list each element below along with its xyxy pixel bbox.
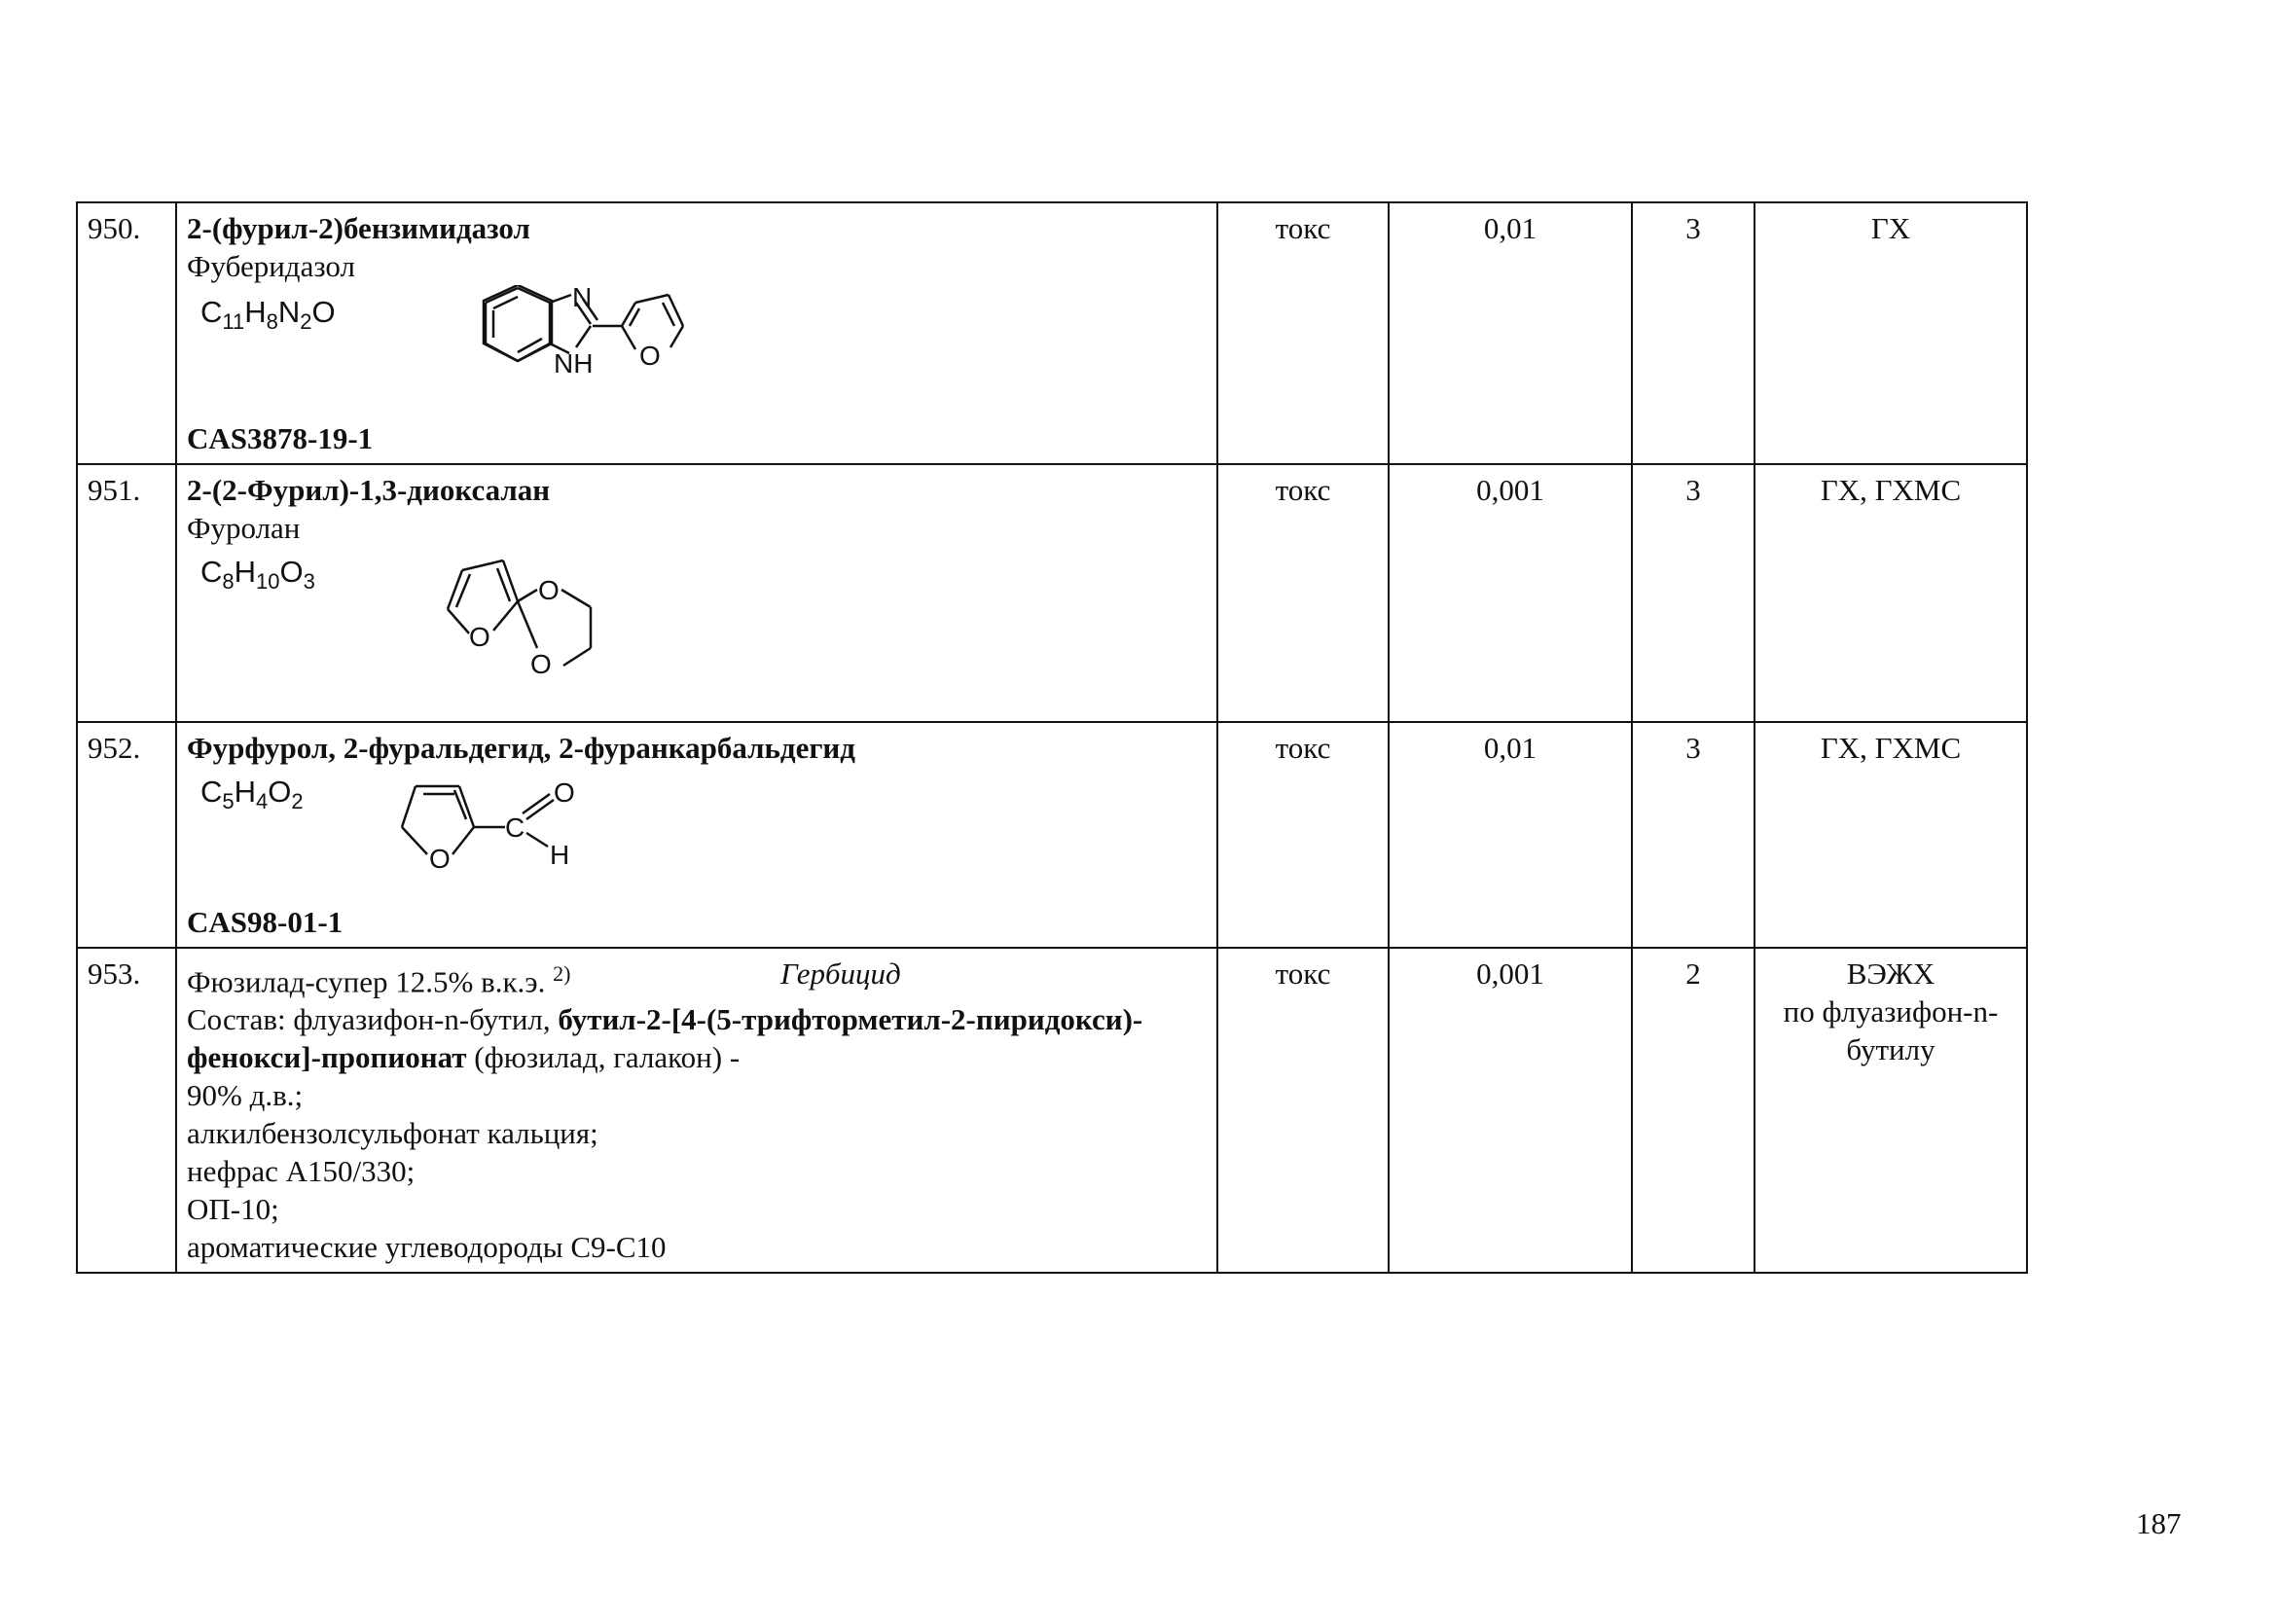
row-number: 952. xyxy=(77,722,176,948)
method-cell: ГХ, ГХМС xyxy=(1754,722,2027,948)
svg-text:C: C xyxy=(505,812,525,843)
molecular-formula: $C_5H_4O_2$ xyxy=(200,775,304,814)
substance-table xyxy=(76,201,2028,1274)
class-cell: токс xyxy=(1217,948,1389,1273)
table-row xyxy=(77,464,2027,722)
svg-text:H: H xyxy=(550,840,570,870)
svg-text:O: O xyxy=(469,622,490,652)
trade-name: Фуберидазол xyxy=(187,249,355,283)
footnote-mark: 2) xyxy=(553,961,571,986)
molecular-formula: $C_{11}H_8N_2O$ xyxy=(200,295,336,335)
hazard-cell: 3 xyxy=(1632,202,1754,464)
svg-text:O: O xyxy=(530,649,552,679)
substance-cell xyxy=(176,722,1217,948)
substance-cell xyxy=(176,948,1217,1273)
method-cell: ГХ, ГХМС xyxy=(1754,464,2027,722)
cas-number: CAS3878-19-1 xyxy=(187,421,374,455)
row-number: 950. xyxy=(77,202,176,464)
table-row xyxy=(77,202,2027,464)
svg-text:N: N xyxy=(572,285,593,312)
composition-line: ароматические углеводороды С9-С10 xyxy=(187,1230,667,1265)
page-number: 187 xyxy=(2136,1506,2182,1540)
product-name: Фюзилад-супер 12.5% в.к.э. xyxy=(187,964,554,999)
substance-name: Фурфурол, 2-фуральдегид, 2-фуранкарбальдегид xyxy=(187,731,855,765)
structure-furfural xyxy=(386,771,639,907)
svg-text:O: O xyxy=(429,844,451,874)
composition-line: ОП-10; xyxy=(187,1192,279,1227)
svg-text:O: O xyxy=(554,777,575,808)
molecular-formula: $C_8H_{10}O_3$ xyxy=(200,555,315,595)
substance-cell xyxy=(176,464,1217,722)
method-cell: ГХ xyxy=(1754,202,2027,464)
trade-name: Фуролан xyxy=(187,511,301,545)
svg-text:O: O xyxy=(538,575,560,605)
substance-name: 2-(2-Фурил)-1,3-диоксалан xyxy=(187,473,551,507)
class-cell: токс xyxy=(1217,464,1389,722)
method-cell: ВЭЖХ по флуазифон-n- бутилу xyxy=(1754,948,2027,1273)
svg-text:O: O xyxy=(639,341,661,371)
value-cell: 0,01 xyxy=(1389,722,1632,948)
substance-cell xyxy=(176,202,1217,464)
row-number: 953. xyxy=(77,948,176,1273)
structure-furylbenzimidazole xyxy=(445,285,756,419)
row-number: 951. xyxy=(77,464,176,722)
table-row xyxy=(77,948,2027,1273)
category-label: Гербицид xyxy=(780,956,901,991)
composition-line: нефрас А150/330; xyxy=(187,1154,416,1189)
table-row xyxy=(77,722,2027,948)
value-cell: 0,001 xyxy=(1389,464,1632,722)
composition-line: алкилбензолсульфонат кальция; xyxy=(187,1116,598,1151)
structure-furyldioxolane xyxy=(416,551,669,706)
value-cell: 0,01 xyxy=(1389,202,1632,464)
hazard-cell: 3 xyxy=(1632,464,1754,722)
svg-text:NH: NH xyxy=(554,348,594,379)
class-cell: токс xyxy=(1217,202,1389,464)
class-cell: токс xyxy=(1217,722,1389,948)
hazard-cell: 3 xyxy=(1632,722,1754,948)
composition: Состав: флуазифон-n-бутил, бутил-2-[4-(5-трифторметил-2-пиридокси)-фенокси]-пропионат (фюзилад, галакон) - xyxy=(187,1002,1143,1075)
substance-name: 2-(фурил-2)бензимидазол xyxy=(187,211,530,245)
hazard-cell: 2 xyxy=(1632,948,1754,1273)
value-cell: 0,001 xyxy=(1389,948,1632,1273)
composition-line: 90% д.в.; xyxy=(187,1078,304,1113)
cas-number: CAS98-01-1 xyxy=(187,905,344,939)
